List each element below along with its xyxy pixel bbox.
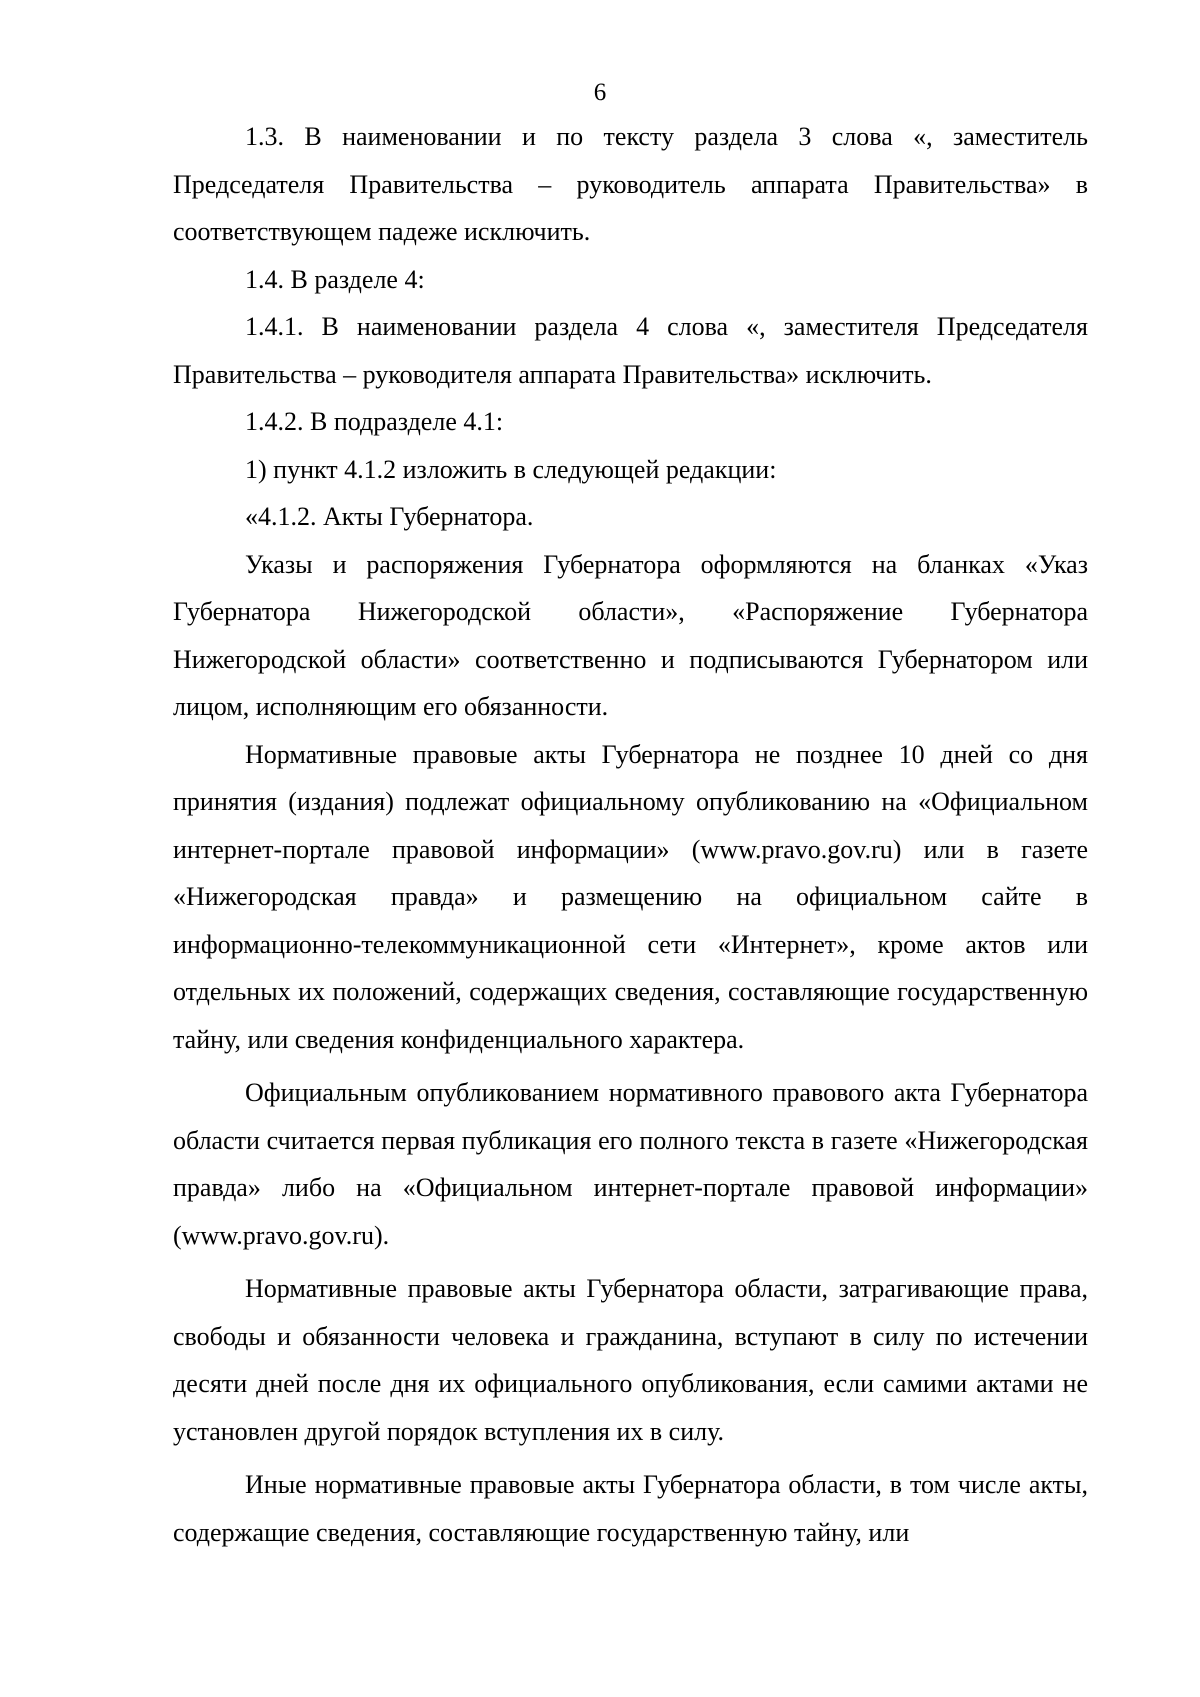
paragraph-official-publication: Официальным опубликованием нормативного правового акта Губернатора области считается первая публикация его полного текста в газете «Нижегородская правда» либо на «Официальном интернет-портале правовой информации» (www.pravo.gov.ru). — [173, 1078, 1088, 1250]
paragraph-publication: Нормативные правовые акты Губернатора не позднее 10 дней со дня принятия (издания) подлежат официальному опубликованию на «Официальном интернет-портале правовой информации» (www.pravo.gov.ru) или в газете «Нижегородская правда» и размещению на официальном сайте в информационно-телекоммуникационной сети «Интернет», кроме актов или отдельных их положений, содержащих сведения, составляющие государственную тайну, или сведения конфиденциального характера. — [173, 739, 1088, 1054]
paragraph-entry-into-force: Нормативные правовые акты Губернатора области, затрагивающие права, свободы и обязанности человека и гражданина, вступают в силу по истечении десяти дней после дня их официального опубликования, если самими актами не установлен другой порядок вступления их в силу. — [173, 1274, 1088, 1446]
paragraph-item-1: 1) пункт 4.1.2 изложить в следующей редакции: — [245, 454, 777, 484]
paragraph-1-4: 1.4. В разделе 4: — [245, 264, 425, 294]
paragraph-decrees-forms: Указы и распоряжения Губернатора оформляются на бланках «Указ Губернатора Нижегородской области», «Распоряжение Губернатора Нижегородской области» соответственно и подписываются Губернатором или лицом, исполняющим его обязанности. — [173, 549, 1088, 721]
document-body — [173, 113, 1088, 1556]
paragraph-1-4-2: 1.4.2. В подразделе 4.1: — [245, 407, 504, 436]
page-number: 6 — [593, 79, 607, 106]
paragraph-1-3: 1.3. В наименовании и по тексту раздела 3 слова «, заместитель Председателя Правительства – руководитель аппарата Правительства» в соответствующем падеже исключить. — [173, 122, 1088, 246]
paragraph-1-4-1: 1.4.1. В наименовании раздела 4 слова «, заместителя Председателя Правительства – руководителя аппарата Правительства» исключить. — [173, 312, 1088, 389]
paragraph-4-1-2-heading: «4.1.2. Акты Губернатора. — [245, 502, 534, 531]
paragraph-other-acts: Иные нормативные правовые акты Губернатора области, в том числе акты, содержащие сведения, составляющие государственную тайну, или — [173, 1470, 1088, 1547]
